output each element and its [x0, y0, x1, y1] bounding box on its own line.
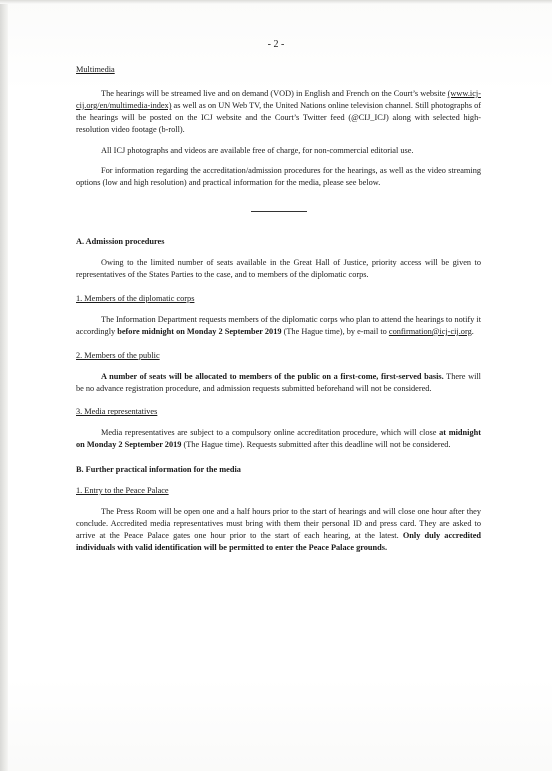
confirmation-email-link[interactable]: confirmation@icj-cij.org	[388, 326, 472, 336]
admission-intro: Owing to the limited number of seats available in the Great Hall of Justice, priority access will be given to representatives of the States Parties to the case, and to members of the diplomatic corps.	[76, 258, 481, 280]
page-number: - 2 -	[267, 39, 285, 50]
public-seats-text: A number of seats will be allocated to members of the public on a first-come, first-served basis.	[101, 371, 444, 381]
deadline-text: before midnight on Monday 2 September 2019	[117, 326, 282, 336]
entry-paragraph	[76, 506, 481, 554]
page-top-shadow	[0, 0, 552, 4]
deadline-text: at midnight on Monday 2 September 2019	[76, 428, 481, 450]
multimedia-paragraph-3: For information regarding the accreditation/admission procedures for the hearings, as well as the video streaming options (low and high resolution) and practical information for the media, please see below.	[76, 166, 481, 188]
multimedia-link[interactable]: (www.icj-cij.org/en/multimedia-index)	[76, 88, 481, 110]
diplomatic-heading: 1. Members of the diplomatic corps	[76, 293, 195, 303]
text-run: (The Hague time), by e-mail to	[281, 326, 389, 336]
text-run: as well as on UN Web TV, the United Nations online television channel. Still photographs of the hearings will be posted on the ICJ website and the Court’s Twitter feed (@CIJ_ICJ) along with selected high-resolution video footage (b-roll).	[76, 100, 481, 134]
practical-heading: B. Further practical information for the media	[76, 465, 241, 475]
multimedia-paragraph-1	[76, 88, 481, 136]
text-run: The Information Department requests members of the diplomatic corps who plan to attend the hearings to notify it accordingly	[76, 314, 481, 336]
diplomatic-paragraph	[76, 314, 481, 338]
entry-heading: 1. Entry to the Peace Palace	[76, 486, 169, 496]
text-run: .	[471, 326, 474, 336]
public-heading: 2. Members of the public	[76, 350, 160, 360]
entry-requirement-text: Only duly accredited individuals with valid identification will be permitted to enter the Peace Palace grounds.	[76, 530, 482, 552]
public-paragraph	[76, 371, 481, 395]
media-paragraph	[76, 427, 481, 451]
multimedia-heading: Multimedia	[76, 65, 115, 74]
admission-heading: A. Admission procedures	[76, 237, 165, 247]
text-run: The Press Room will be open one and a half hours prior to the start of hearings and will close one hour after they conclude. Accredited media representatives must bring with them their personal ID and press card. They are asked to arrive at the Peace Palace gates one hour prior to the start of each hearing, at the latest.	[76, 506, 481, 540]
page-edge-shadow	[0, 0, 8, 771]
multimedia-paragraph-2: All ICJ photographs and videos are available free of charge, for non-commercial editorial use.	[101, 145, 414, 155]
text-run: The hearings will be streamed live and on demand (VOD) in English and French on the Court’s website	[101, 88, 448, 98]
media-heading: 3. Media representatives	[76, 407, 158, 417]
text-run: Media representatives are subject to a compulsory online accreditation procedure, which will close	[101, 428, 440, 438]
text-run: There will be no advance registration procedure, and admission requests submitted beforehand will not be considered.	[76, 371, 481, 393]
text-run: (The Hague time). Requests submitted after this deadline will not be considered.	[181, 440, 451, 450]
document-body	[76, 64, 481, 554]
